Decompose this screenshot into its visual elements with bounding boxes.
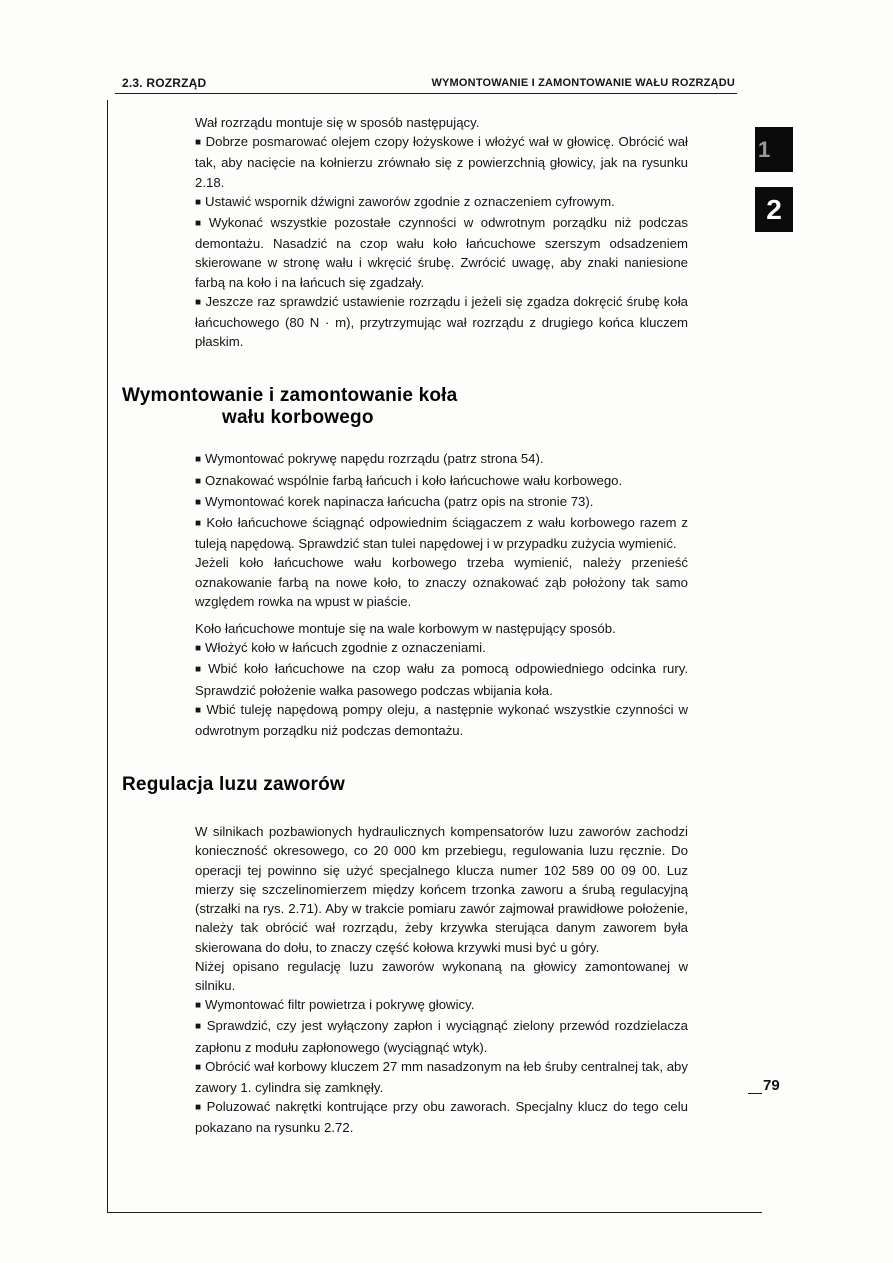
page-number-rule <box>748 1093 762 1094</box>
bullet-marker: ■ <box>195 137 202 149</box>
bullet-item <box>195 638 688 659</box>
bullet-item <box>195 192 688 213</box>
bullet-item <box>195 213 688 292</box>
bullet-item <box>195 1097 688 1137</box>
bullet-item <box>195 449 688 470</box>
bullet-text: Wbić koło łańcuchowe na czop wału za pomocą odpowiedniego odcinka rury. Sprawdzić położenie wałka pasowego podczas wbijania koła. <box>195 661 688 698</box>
page-number: 79 <box>763 1077 780 1094</box>
paragraph: W silnikach pozbawionych hydraulicznych kompensatorów luzu zaworów zachodzi konieczność okresowego, co 20 000 km przebiegu, regulowania luzu ręcznie. Do operacji tej powinno się użyć specjalnego klucza numer 102 589 00 09 00. Luz mierzy się szczelinomierzem między końcem trzonka zaworu a śrubą regulacyjną (strzałki na rys. 2.71). Aby w trakcie pomiaru zawór zajmował prawidłowe położenie, należy tak obrócić wał rozrządu, żeby krzywka sterująca danym zaworem była skierowana do dołu, to znaczy część kołowa krzywki musi być u góry. <box>195 824 688 955</box>
bullet-marker: ■ <box>195 218 205 230</box>
bullet-text: Wymontować korek napinacza łańcucha (patrz opis na stronie 73). <box>205 493 594 509</box>
paragraph: Koło łańcuchowe montuje się na wale korbowym w następujący sposób. <box>195 621 616 637</box>
bullet-text: Poluzować nakrętki kontrujące przy obu zaworach. Specjalny klucz do tego celu pokazano na rysunku 2.72. <box>195 1099 688 1136</box>
bullet-item <box>195 995 688 1016</box>
paragraph: Niżej opisano regulację luzu zaworów wykonaną na głowicy zamontowanej w silniku. <box>195 958 688 993</box>
bullet-marker: ■ <box>195 1021 203 1033</box>
bottom-margin-rule <box>107 1212 762 1213</box>
left-margin-rule <box>107 100 108 1213</box>
bullet-marker: ■ <box>195 1000 202 1012</box>
paragraph: Jeżeli koło łańcuchowe wału korbowego trzeba wymienić, należy przenieść oznakowanie farbą na nowe koło, to znaczy oznakować ząb położony tak samo względem rowka na wpust w piaście. <box>195 555 688 609</box>
bullet-text: Obrócić wał korbowy kluczem 27 mm nasadzonym na łeb śruby centralnej tak, aby zawory 1. cylindra się zamknęły. <box>195 1058 688 1095</box>
bullet-marker: ■ <box>195 1102 203 1114</box>
bullet-marker: ■ <box>195 475 202 487</box>
bullet-item <box>195 492 688 513</box>
bullet-text: Ustawić wspornik dźwigni zaworów zgodnie z oznaczeniem cyfrowym. <box>205 193 615 209</box>
bullet-text: Oznakować wspólnie farbą łańcuch i koło łańcuchowe wału korbowego. <box>205 472 623 488</box>
chapter-tab-1: 1 <box>755 127 793 172</box>
bullet-marker: ■ <box>195 664 205 676</box>
section-heading-kolo <box>122 385 688 429</box>
bullet-item <box>195 659 688 699</box>
bullet-item <box>195 700 688 740</box>
bullet-text: Dobrze posmarować olejem czopy łożyskowe i włożyć wał w głowicę. Obrócić wał tak, aby nacięcie na kołnierzu zrównało się z powierzchnią głowicy, jak na rysunku 2.18. <box>195 134 688 190</box>
bullet-text: Wymontować pokrywę napędu rozrządu (patrz strona 54). <box>205 451 544 467</box>
bullet-text: Wymontować filtr powietrza i pokrywę głowicy. <box>205 997 475 1013</box>
paragraph: Wał rozrządu montuje się w sposób następujący. <box>195 115 480 130</box>
bullet-item <box>195 1057 688 1097</box>
bullet-item <box>195 513 688 553</box>
bullet-marker: ■ <box>195 196 202 208</box>
bullet-text: Włożyć koło w łańcuch zgodnie z oznaczeniami. <box>205 640 486 656</box>
bullet-text: Koło łańcuchowe ściągnąć odpowiednim ściągaczem z wału korbowego razem z tuleją napędową. Sprawdzić stan tulei napędowej i w przypadku zużycia wymienić. <box>195 515 688 552</box>
bullet-text: Wykonać wszystkie pozostałe czynności w odwrotnym porządku niż podczas demontażu. Nasadzić na czop wału koło łańcuchowe szerszym odsadzeniem skierowane w stronę wału i wkręcić śrubę. Zwrócić uwagę, aby znaki naniesione farbą na koło i na łańcuch się zgadzały. <box>195 215 688 290</box>
bullet-marker: ■ <box>195 518 203 530</box>
heading-line-1: Wymontowanie i zamontowanie koła <box>122 385 458 407</box>
heading-line-2: wału korbowego <box>222 407 374 429</box>
bullet-marker: ■ <box>195 496 202 508</box>
header-divider <box>115 93 737 94</box>
bullet-marker: ■ <box>195 454 202 466</box>
section-heading-luz: Regulacja luzu zaworów <box>122 774 345 796</box>
body-text-column <box>122 113 689 1138</box>
bullet-marker: ■ <box>195 1061 202 1073</box>
bullet-item <box>195 1016 688 1056</box>
bullet-marker: ■ <box>195 643 202 655</box>
bullet-text: Wbić tuleję napędową pompy oleju, a następnie wykonać wszystkie czynności w odwrotnym porządku niż podczas demontażu. <box>195 701 689 739</box>
chapter-tab-2: 2 <box>755 187 793 232</box>
bullet-text: Sprawdzić, czy jest wyłączony zapłon i wyciągnąć zielony przewód rozdzielacza zapłonu z modułu zapłonowego (wyciągnąć wtyk). <box>195 1018 688 1055</box>
bullet-text: Jeszcze raz sprawdzić ustawienie rozrządu i jeżeli się zgadza dokręcić śrubę koła łańcuchowego (80 N · m), przytrzymując wał rozrządu z drugiego końca kluczem płaskim. <box>195 293 688 350</box>
bullet-item <box>195 471 688 492</box>
running-header-left: 2.3. ROZRZĄD <box>122 76 207 90</box>
bullet-item <box>195 292 688 352</box>
bullet-marker: ■ <box>195 704 203 716</box>
bullet-marker: ■ <box>195 296 202 308</box>
bullet-item <box>195 132 688 192</box>
running-header-right: WYMONTOWANIE I ZAMONTOWANIE WAŁU ROZRZĄDU <box>431 77 735 89</box>
